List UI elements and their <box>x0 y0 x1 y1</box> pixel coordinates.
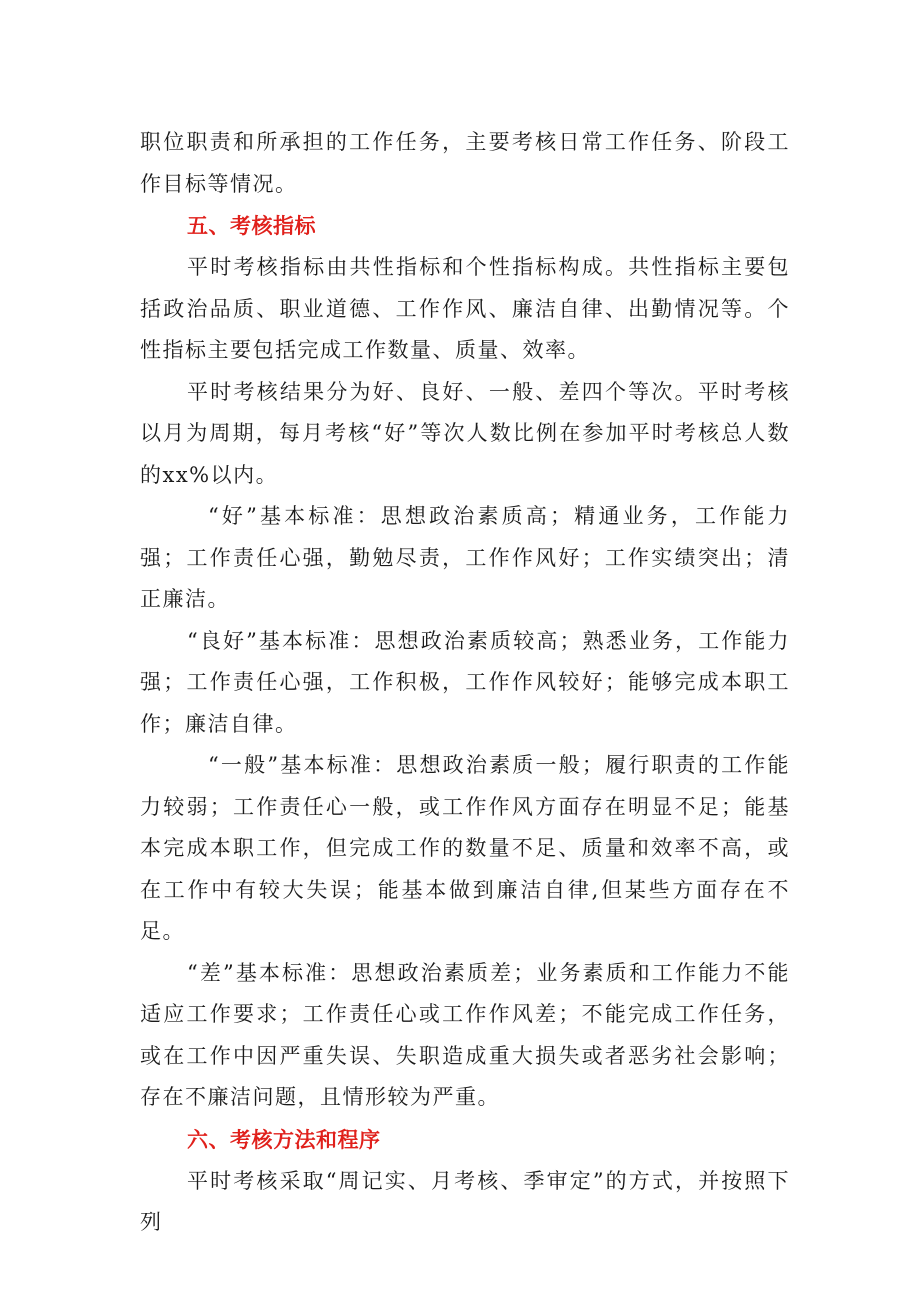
paragraph-indicators: 平时考核指标由共性指标和个性指标构成。共性指标主要包括政治品质、职业道德、工作作风、廉洁自律、出勤情况等。个性指标主要包括完成工作数量、质量、效率。 <box>140 255 790 362</box>
paragraph-standard-good: “好”基本标准：思想政治素质高；精通业务，工作能力强；工作责任心强，勤勉尽责，工作作风好；工作实绩突出；清正廉洁。 <box>140 504 790 611</box>
paragraph-methods: 平时考核采取“周记实、月考核、季审定”的方式，并按照下列 <box>140 1168 790 1234</box>
section-heading-5: 五、考核指标 <box>187 214 316 238</box>
paragraph-standard-fine: “良好”基本标准：思想政治素质较高；熟悉业务，工作能力强；工作责任心强，工作积极，工作作风较好；能够完成本职工作；廉洁自律。 <box>140 628 790 736</box>
section-heading-6: 六、考核方法和程序 <box>187 1127 381 1152</box>
paragraph-grades: 平时考核结果分为好、良好、一般、差四个等次。平时考核以月为周期，每月考核“好”等次人数比例在参加平时考核总人数的xx%以内。 <box>140 379 790 487</box>
paragraph-continuation: 职位职责和所承担的工作任务，主要考核日常工作任务、阶段工作目标等情况。 <box>140 130 790 196</box>
document-page <box>140 122 790 1244</box>
paragraph-standard-poor: “差”基本标准：思想政治素质差；业务素质和工作能力不能适应工作要求；工作责任心或工作作风差；不能完成工作任务，或在工作中因严重失误、失职造成重大损失或者恶劣社会影响；存在不廉洁问题，且情形较为严重。 <box>140 960 790 1109</box>
paragraph-standard-average: “一般”基本标准：思想政治素质一般；履行职责的工作能力较弱；工作责任心一般，或工作作风方面存在明显不足；能基本完成本职工作，但完成工作的数量不足、质量和效率不高，或在工作中有较大失误；能基本做到廉洁自律,但某些方面存在不足。 <box>140 753 790 943</box>
